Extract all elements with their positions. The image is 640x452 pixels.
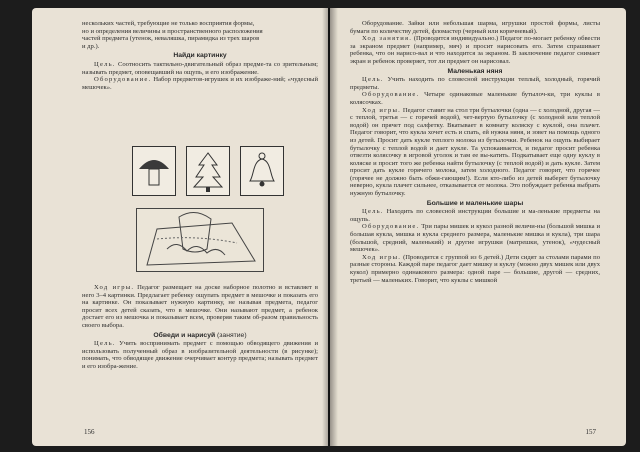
equipment-text: Три пары мишек и кукол разной величи-ны (большой мишка и большая кукла, мишка и кукла среднего размера, маленькие мишка и кукла), три шара (большой, средний, маленький) и другие игрушки (матрешки, утенок), «чудесный мешочек». <box>350 223 600 254</box>
goal-text: Соотносить тактильно-двигательный образ предме-та со зрительным; называть предмет, оповещавший на ощупь, и его изображение. <box>82 60 318 76</box>
bell-card <box>240 146 284 196</box>
goal-paragraph <box>82 61 318 76</box>
goal-label: Цель. <box>94 340 116 348</box>
mushroom-card <box>132 146 176 196</box>
equipment-paragraph <box>82 76 318 91</box>
goal-text: Находить по словесной инструкции большие и ма-ленькие предметы на ощупь. <box>350 208 600 223</box>
right-page <box>330 8 626 446</box>
game-title-note: (занятие) <box>217 331 247 339</box>
equipment-text: Четыре одинаковые маленькие бутылоч-ки, три куклы в колясочках. <box>350 91 601 106</box>
left-text-top <box>82 20 318 91</box>
bag-frame <box>136 208 264 272</box>
goal-paragraph <box>82 340 318 370</box>
equipment-paragraph <box>350 223 600 253</box>
right-text <box>350 20 600 284</box>
illustration <box>82 136 318 278</box>
progress-text: (Проводится с группой из 6 детей.) Дети сидят за столами парами по разные стороны. Каждой паре педагог дает мишку и куклу (можно двух мишек или двух кукол) примерно одинакового размера: одной паре — большие, другой — средних, третьей — маленьких. Говорит, что куклы с мишкой <box>350 253 600 284</box>
christmas-tree-icon <box>187 147 229 195</box>
progress-paragraph <box>82 284 318 330</box>
game-title-text: Обведи и нарисуй <box>153 331 216 339</box>
left-text-bottom <box>82 284 318 371</box>
progress-text: Педагог ставит на стол три бутылочки (одна — с холодной, другая — с теплой, третья — с горячей водой), чет-вертую бутылочку (с холодной или теплой водой) он прячет под салфетку. Вкатывает в комнату коляску с куклой, она плачет. Педагог говорит, что кукла хочет есть и спать, ей нужна няня, и зовет на помощь одного из детей. Просит дать кукле теплого молока из бутылочки. Ребенок на ощупь выбирает бутылочку с теплой водой и дает кукле. Та успокаивается, и педагог просит ребенка отвезти колясочку в игровой уголок и там ее вы-катить. Подкатывает еще одну куклу в коляске и просит того же ребенка найти бутылочку (с теплой водой) и дать кукле. Затем просит дать кукле горячего молока, затем холодного. Педагог говорит, что горячее (горячее не должно быть обжи-гающим!). Если кто-либо из детей выберет бутылочку неверно, кукла плачет сильнее, отказывается от молока. Это побуждает ребенка выбрать нужную бутылочку. <box>350 106 600 198</box>
goal-label: Цель. <box>94 60 116 68</box>
goal-label: Цель. <box>362 76 384 84</box>
goal-text: Учить находить по словесной инструкции теплый, холодный, горячий предметы. <box>350 76 600 91</box>
game-title: Найди картинку <box>173 52 227 60</box>
left-top-line: частей предмета (утенок, неваляшка, пирамидка из трех шаров <box>82 35 260 43</box>
left-top-line: и др.). <box>82 42 100 50</box>
game-title: Большие и маленькие шары <box>426 199 524 207</box>
progress-paragraph <box>350 107 600 198</box>
equipment-paragraph <box>350 91 600 106</box>
equipment-text: Набор предметов-игрушек и их изображе-ний; «чудесный мешочек». <box>82 76 318 91</box>
mushroom-icon <box>133 147 175 195</box>
game-title: Маленькая няня <box>447 67 503 75</box>
left-top-line: но и определения величины и пространственного расположения <box>82 27 263 35</box>
tree-card <box>186 146 230 196</box>
equipment-paragraph: Оборудование. Зайки или небольшая шарма, игрушки простой формы, листы бумаги по количеству детей, фломастер (черный или коричневый). <box>350 20 600 35</box>
goal-text: Учить воспринимать предмет с помощью обводящего движения и использовать полученный образ в изобразительной деятельности (в рисунке); понимать, что обводящее движение очерчивает контур предмета; называть предмет и его изобра-жение. <box>82 340 318 370</box>
bell-icon <box>241 147 283 195</box>
left-page <box>32 8 328 446</box>
progress-label: Ход игры. <box>362 253 402 261</box>
game-title <box>82 332 318 340</box>
progress-paragraph <box>350 35 600 65</box>
page-number: 157 <box>585 428 596 436</box>
hand-in-bag-icon <box>137 209 263 271</box>
progress-label: Ход игры. <box>94 284 135 291</box>
progress-text: Педагог размещает на доске наборное полотно и вставляет в него 3–4 картинки. Предлагает ребенку ощупать предмет в мешочке и показать его на картинке. Он показывает нужную картинку, не называя предмета, педагог просит всех детей сказать, что в мешочке. Они называют предмет, а ребенок достает его из мешочка и показывает всем, проверяя таким об-разом правильность своего выбора. <box>82 284 318 329</box>
equipment-label: Оборудование. <box>94 76 152 84</box>
goal-paragraph <box>350 208 600 223</box>
book-gutter <box>322 8 338 446</box>
page-number: 156 <box>84 428 95 436</box>
progress-text: (Проводится индивидуально.) Педагог по-могает ребенку обвести за экраном предмет (например, мяч) и просит нарисовать его. Затем спрашивает ребенка, что он нарисо-вал и что находится за экраном. В заключение педагог снимает экран и ребенок проверяет, тот ли предмет он нарисовал. <box>350 35 600 65</box>
progress-label: Ход занятия. <box>362 35 413 43</box>
equipment-label: Оборудование. <box>362 91 420 99</box>
left-top-line: нескольких частей, требующие не только восприятия формы, <box>82 20 255 27</box>
goal-paragraph <box>350 76 600 91</box>
goal-label: Цель. <box>362 208 384 216</box>
equipment-label: Оборудование. <box>362 223 420 231</box>
progress-paragraph <box>350 254 600 284</box>
progress-label: Ход игры. <box>362 106 402 114</box>
